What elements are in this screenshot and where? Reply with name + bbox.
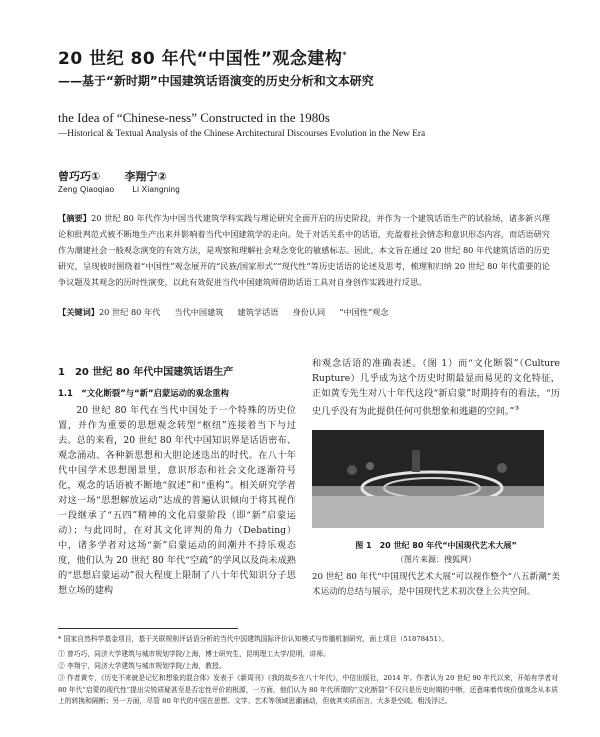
subsection-heading: 1.1 “文化断裂”与“新”启蒙运动的观念重构: [58, 388, 229, 398]
keyword: 身份认同: [292, 307, 326, 317]
english-title: the Idea of “Chinese-ness” Constructed in the 1980s: [58, 110, 330, 125]
footnote-ref: ③: [514, 405, 520, 412]
abstract-text: 20 世纪 80 年代作为中国当代建筑学科实践与理论研究全面开启的历史阶段，并作为一个建筑话语生产的试验场，诸多新兴理论和批判范式被不断地生产出来并影响着当代中国建筑学的走向。处于对话关系中的话语，充盈着社会情态和意识形态内容，而话语研究作为潮建社会一般观念演变的有效方法，是观察和理解社会观念变化的敏感标志。因此，本文旨在通过 20 世纪 80 年代建筑话语的历史研究，呈现彼时围绕着“中国性”观念展开的“民族/国家形式”“现代性”等历史话语的论述及思考，梳理和归纳 20 世纪 80 年代重要的论争议题及其观念的历时性演变，以此有效促进当代中国建筑师借助话语工具对自身创作实践进行反思。: [58, 213, 550, 287]
figure-source: （图片来源：搜狐网）: [396, 555, 476, 564]
author-2-en: Li Xiangning: [132, 185, 181, 194]
body-paragraph-left: 20 世纪 80 年代在当代中国处于一个特殊的历史位置，并作为重要的思想观念转型“枢纽”连接着当下与过去。总的来看，20 世纪 80 年代中国知识界是话语密布、观念涌动、各种新思想和大胆论述迭出的时代。在八十年代中国学术思想图景里，意识形态和社会文化逐渐符号化，观念的话语被不断地“叙述”和“重构”。相关研究学者对这一场“思想解放运动”达成的普遍认识倾向于将其视作一段继承了“五四”精神的文化启蒙阶段（即“新”启蒙运动）；与此同时，在对其文化评判的角力（Debating）中，诸多学者对这场“新”启蒙运动的间潮并不持乐观态度，他们认为 20 世纪 80 年代“空疏”的学风以及尚未成熟的“思想启蒙运动”很大程度上限制了八十年代知识分子思想立场的建构: [58, 405, 296, 596]
footnote-divider: [58, 628, 238, 629]
section-heading: 1 20 世纪 80 年代中国建筑话语生产: [58, 367, 234, 378]
footnote: ① 曾巧巧，同济大学建筑与城市规划学院/上海，博士研究生，昆明理工大学/昆明，讲师。: [58, 650, 330, 658]
author-names: [58, 168, 167, 184]
footnote: * 国家自然科学基金项目，基于关联规则评话语分析的当代中国建筑国际评价认知模式与传播机制研究，面上项目（51878451）。: [58, 635, 449, 643]
author-1: 曾巧巧①: [58, 170, 101, 183]
footnote: ② 李翔宁，同济大学建筑与城市规划学院/上海，教授。: [58, 662, 226, 670]
exhibition-photo-illustration: [312, 430, 544, 528]
figure-caption: 图 1 20 世纪 80 年代“中国现代艺术大展”: [355, 541, 517, 550]
keyword: 20 世纪 80 年代: [98, 307, 161, 317]
footnote: ③ 作者黄专，《历史不来就是记忆和想象的混合体》发表于《新周刊》《我的故乡在八十年代》，中信出版社，2014 年。作者认为 20 世纪 90 年代以来，开始有学者对 80 年代“启蒙的现代性”提出尖锐质疑甚至是否定性评价的根源，一方面，他们认为 80 年代所谓的“文化断裂”不仅只是历史时期的中断，还意味着传统价值观念从本质上的转换和隔断；另一方面，尽管 80 年代的中国在思想、文学、艺术等领域思潮涌动，但就其实质而言，大多是空疏、粗浅浮泛。: [58, 674, 558, 705]
figure-description: 20 世纪 80 年代“中国现代艺术大展”可以视作整个“八五新潮”美术运动的总结与展示，是中国现代艺术初次登上公共空间。: [312, 572, 560, 597]
paper-subtitle: ——基于“新时期”中国建筑话语演变的历史分析和文本研究: [58, 74, 374, 88]
title-footnote-mark: *: [342, 50, 348, 60]
keyword: 当代中国建筑: [174, 307, 224, 317]
paper-title: 20 世纪 80 年代“中国性”观念建构*: [58, 49, 348, 69]
figure-1-photo: [312, 430, 544, 528]
author-2: 李翔宁②: [124, 170, 167, 183]
abstract-tag: 【摘要】: [58, 213, 92, 223]
keyword: “中国性”观念: [339, 307, 389, 317]
body-paragraph-right: 和观念话语的准确表述。（图 1）而“文化断裂”（Culture Rupture）几乎成为这个历史时期最显而易见的文化特征，正如黄专先生对八十年代这段“新启蒙”时期持有的看法，“历史几乎没有为此提供任何可供想象和逃避的空间。”③: [312, 358, 560, 418]
keywords-tag: 【关键词】: [58, 307, 99, 317]
english-subtitle: —Historical & Textual Analysis of the Chinese Architectural Discourses Evolution in the New Era: [58, 129, 426, 139]
abstract: [58, 210, 550, 290]
author-1-en: Zeng Qiaoqiao: [58, 185, 115, 194]
author-names-english: [58, 185, 180, 194]
keywords: [58, 307, 558, 318]
keyword: 建筑学话语: [237, 307, 279, 317]
